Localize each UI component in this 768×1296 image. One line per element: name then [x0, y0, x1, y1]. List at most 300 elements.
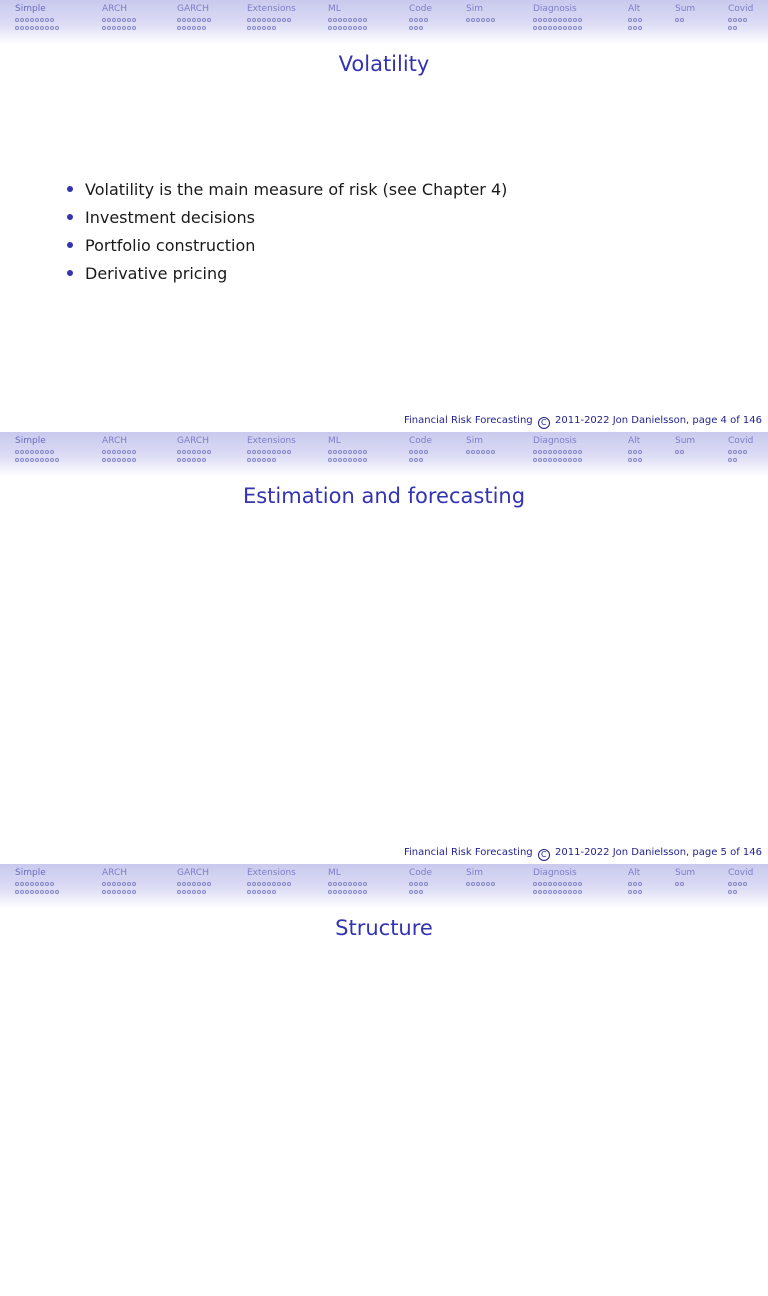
nav-frame-dot[interactable]	[282, 882, 286, 886]
nav-section-label[interactable]: Code	[409, 4, 433, 14]
nav-frame-dot[interactable]	[568, 890, 572, 894]
nav-frame-dot[interactable]	[333, 882, 337, 886]
nav-frame-dot[interactable]	[50, 890, 54, 894]
nav-frame-dot[interactable]	[262, 450, 266, 454]
nav-frame-dot[interactable]	[197, 26, 201, 30]
nav-frame-dot[interactable]	[409, 26, 413, 30]
nav-frame-dot[interactable]	[728, 18, 732, 22]
nav-frame-dot[interactable]	[117, 458, 121, 462]
nav-frame-dot[interactable]	[743, 18, 747, 22]
nav-frame-dot[interactable]	[102, 26, 106, 30]
nav-frame-dot[interactable]	[30, 458, 34, 462]
nav-frame-dot[interactable]	[207, 18, 211, 22]
nav-frame-dot[interactable]	[20, 450, 24, 454]
nav-frame-dot[interactable]	[358, 890, 362, 894]
nav-frame-dot[interactable]	[728, 450, 732, 454]
nav-frame-dot[interactable]	[363, 18, 367, 22]
nav-frame-dot[interactable]	[177, 26, 181, 30]
nav-frame-dot[interactable]	[192, 882, 196, 886]
nav-frame-dot[interactable]	[628, 450, 632, 454]
nav-frame-dot[interactable]	[353, 450, 357, 454]
nav-section-diagnosis[interactable]	[533, 868, 583, 895]
nav-frame-dot[interactable]	[568, 18, 572, 22]
nav-frame-dot[interactable]	[107, 450, 111, 454]
nav-frame-dot[interactable]	[102, 18, 106, 22]
nav-frame-dot[interactable]	[543, 26, 547, 30]
nav-frame-dot[interactable]	[107, 882, 111, 886]
nav-frame-dot[interactable]	[633, 450, 637, 454]
nav-frame-dot[interactable]	[680, 450, 684, 454]
nav-section-sim[interactable]	[466, 4, 496, 23]
nav-frame-dot[interactable]	[358, 882, 362, 886]
nav-frame-dot[interactable]	[25, 890, 29, 894]
nav-frame-dot[interactable]	[257, 450, 261, 454]
nav-frame-dot[interactable]	[738, 18, 742, 22]
nav-frame-dot[interactable]	[247, 882, 251, 886]
nav-frame-dot[interactable]	[733, 458, 737, 462]
nav-frame-dot[interactable]	[287, 882, 291, 886]
nav-frame-dot[interactable]	[628, 882, 632, 886]
nav-frame-dot[interactable]	[543, 458, 547, 462]
nav-frame-dot[interactable]	[568, 882, 572, 886]
nav-frame-dot[interactable]	[272, 890, 276, 894]
nav-section-label[interactable]: GARCH	[177, 436, 209, 446]
nav-frame-dot[interactable]	[122, 882, 126, 886]
nav-frame-dot[interactable]	[122, 890, 126, 894]
nav-frame-dot[interactable]	[102, 458, 106, 462]
nav-frame-dot[interactable]	[50, 450, 54, 454]
nav-frame-dot[interactable]	[353, 890, 357, 894]
nav-frame-dot[interactable]	[182, 18, 186, 22]
nav-frame-dot[interactable]	[333, 450, 337, 454]
nav-frame-dot[interactable]	[107, 26, 111, 30]
nav-frame-dot[interactable]	[262, 882, 266, 886]
nav-section-label[interactable]: Code	[409, 436, 433, 446]
nav-frame-dot[interactable]	[30, 26, 34, 30]
nav-section-alt[interactable]	[628, 436, 643, 463]
nav-section-label[interactable]: Diagnosis	[533, 4, 577, 14]
nav-frame-dot[interactable]	[628, 26, 632, 30]
nav-frame-dot[interactable]	[20, 882, 24, 886]
nav-frame-dot[interactable]	[633, 882, 637, 886]
nav-section-label[interactable]: Alt	[628, 868, 641, 878]
nav-section-sum[interactable]	[675, 868, 695, 887]
nav-section-label[interactable]: ML	[328, 868, 341, 878]
nav-frame-dot[interactable]	[481, 882, 485, 886]
nav-frame-dot[interactable]	[563, 882, 567, 886]
nav-frame-dot[interactable]	[20, 18, 24, 22]
nav-frame-dot[interactable]	[35, 18, 39, 22]
nav-frame-dot[interactable]	[50, 458, 54, 462]
nav-frame-dot[interactable]	[348, 26, 352, 30]
nav-frame-dot[interactable]	[471, 882, 475, 886]
nav-frame-dot[interactable]	[333, 890, 337, 894]
nav-section-extensions[interactable]	[247, 436, 296, 463]
nav-frame-dot[interactable]	[247, 458, 251, 462]
nav-frame-dot[interactable]	[247, 450, 251, 454]
nav-frame-dot[interactable]	[633, 26, 637, 30]
nav-frame-dot[interactable]	[177, 458, 181, 462]
nav-frame-dot[interactable]	[414, 458, 418, 462]
nav-frame-dot[interactable]	[533, 26, 537, 30]
nav-section-label[interactable]: ARCH	[102, 436, 128, 446]
nav-section-garch[interactable]	[177, 4, 212, 31]
nav-frame-dot[interactable]	[328, 458, 332, 462]
nav-frame-dot[interactable]	[548, 18, 552, 22]
nav-section-covid[interactable]	[728, 868, 753, 895]
nav-frame-dot[interactable]	[409, 882, 413, 886]
nav-frame-dot[interactable]	[40, 26, 44, 30]
nav-frame-dot[interactable]	[35, 26, 39, 30]
nav-frame-dot[interactable]	[728, 26, 732, 30]
nav-frame-dot[interactable]	[202, 882, 206, 886]
nav-frame-dot[interactable]	[40, 890, 44, 894]
nav-section-covid[interactable]	[728, 436, 753, 463]
nav-frame-dot[interactable]	[40, 450, 44, 454]
nav-frame-dot[interactable]	[543, 882, 547, 886]
nav-frame-dot[interactable]	[35, 458, 39, 462]
nav-frame-dot[interactable]	[257, 26, 261, 30]
nav-frame-dot[interactable]	[15, 890, 19, 894]
nav-frame-dot[interactable]	[127, 26, 131, 30]
nav-frame-dot[interactable]	[348, 18, 352, 22]
nav-frame-dot[interactable]	[127, 450, 131, 454]
nav-section-simple[interactable]	[15, 868, 60, 895]
nav-frame-dot[interactable]	[328, 882, 332, 886]
nav-frame-dot[interactable]	[568, 458, 572, 462]
nav-frame-dot[interactable]	[333, 458, 337, 462]
nav-frame-dot[interactable]	[409, 18, 413, 22]
nav-frame-dot[interactable]	[55, 890, 59, 894]
nav-frame-dot[interactable]	[338, 18, 342, 22]
nav-frame-dot[interactable]	[414, 882, 418, 886]
nav-frame-dot[interactable]	[55, 458, 59, 462]
nav-frame-dot[interactable]	[538, 18, 542, 22]
nav-frame-dot[interactable]	[419, 26, 423, 30]
nav-frame-dot[interactable]	[638, 890, 642, 894]
nav-section-arch[interactable]	[102, 436, 137, 463]
nav-frame-dot[interactable]	[558, 450, 562, 454]
nav-frame-dot[interactable]	[573, 882, 577, 886]
nav-frame-dot[interactable]	[267, 450, 271, 454]
nav-frame-dot[interactable]	[363, 458, 367, 462]
nav-frame-dot[interactable]	[177, 882, 181, 886]
nav-frame-dot[interactable]	[30, 18, 34, 22]
nav-frame-dot[interactable]	[202, 458, 206, 462]
nav-frame-dot[interactable]	[277, 18, 281, 22]
nav-frame-dot[interactable]	[45, 26, 49, 30]
nav-frame-dot[interactable]	[15, 26, 19, 30]
nav-frame-dot[interactable]	[338, 882, 342, 886]
nav-frame-dot[interactable]	[177, 18, 181, 22]
nav-frame-dot[interactable]	[728, 458, 732, 462]
nav-frame-dot[interactable]	[358, 458, 362, 462]
nav-frame-dot[interactable]	[15, 458, 19, 462]
nav-section-label[interactable]: Covid	[728, 436, 754, 446]
nav-frame-dot[interactable]	[127, 18, 131, 22]
nav-frame-dot[interactable]	[117, 26, 121, 30]
nav-frame-dot[interactable]	[112, 18, 116, 22]
nav-frame-dot[interactable]	[638, 26, 642, 30]
nav-frame-dot[interactable]	[282, 18, 286, 22]
nav-frame-dot[interactable]	[424, 18, 428, 22]
nav-frame-dot[interactable]	[578, 882, 582, 886]
nav-section-code[interactable]	[409, 868, 432, 895]
nav-frame-dot[interactable]	[573, 458, 577, 462]
nav-frame-dot[interactable]	[733, 26, 737, 30]
nav-frame-dot[interactable]	[419, 890, 423, 894]
nav-frame-dot[interactable]	[197, 458, 201, 462]
nav-frame-dot[interactable]	[338, 890, 342, 894]
nav-frame-dot[interactable]	[257, 882, 261, 886]
nav-frame-dot[interactable]	[272, 882, 276, 886]
nav-frame-dot[interactable]	[563, 26, 567, 30]
nav-frame-dot[interactable]	[202, 890, 206, 894]
nav-frame-dot[interactable]	[548, 458, 552, 462]
nav-frame-dot[interactable]	[538, 450, 542, 454]
nav-frame-dot[interactable]	[491, 18, 495, 22]
nav-section-label[interactable]: ARCH	[102, 868, 128, 878]
nav-frame-dot[interactable]	[409, 450, 413, 454]
nav-frame-dot[interactable]	[35, 890, 39, 894]
nav-frame-dot[interactable]	[272, 18, 276, 22]
nav-section-alt[interactable]	[628, 868, 643, 895]
nav-frame-dot[interactable]	[192, 450, 196, 454]
nav-frame-dot[interactable]	[733, 890, 737, 894]
nav-frame-dot[interactable]	[122, 450, 126, 454]
nav-frame-dot[interactable]	[558, 882, 562, 886]
nav-frame-dot[interactable]	[538, 26, 542, 30]
nav-frame-dot[interactable]	[728, 890, 732, 894]
nav-frame-dot[interactable]	[558, 458, 562, 462]
nav-section-label[interactable]: Simple	[15, 868, 46, 878]
nav-section-sum[interactable]	[675, 436, 695, 455]
nav-frame-dot[interactable]	[55, 26, 59, 30]
nav-frame-dot[interactable]	[122, 26, 126, 30]
nav-frame-dot[interactable]	[486, 882, 490, 886]
nav-frame-dot[interactable]	[486, 450, 490, 454]
nav-frame-dot[interactable]	[728, 882, 732, 886]
nav-frame-dot[interactable]	[247, 26, 251, 30]
nav-frame-dot[interactable]	[45, 890, 49, 894]
nav-frame-dot[interactable]	[553, 26, 557, 30]
nav-section-label[interactable]: Sum	[675, 436, 696, 446]
nav-frame-dot[interactable]	[548, 882, 552, 886]
nav-frame-dot[interactable]	[563, 450, 567, 454]
nav-frame-dot[interactable]	[486, 18, 490, 22]
nav-frame-dot[interactable]	[117, 882, 121, 886]
nav-frame-dot[interactable]	[127, 458, 131, 462]
nav-frame-dot[interactable]	[638, 450, 642, 454]
nav-frame-dot[interactable]	[252, 450, 256, 454]
nav-section-label[interactable]: Simple	[15, 436, 46, 446]
nav-frame-dot[interactable]	[338, 26, 342, 30]
nav-section-sum[interactable]	[675, 4, 695, 23]
nav-section-garch[interactable]	[177, 868, 212, 895]
nav-frame-dot[interactable]	[343, 450, 347, 454]
nav-frame-dot[interactable]	[25, 26, 29, 30]
nav-frame-dot[interactable]	[419, 458, 423, 462]
nav-section-garch[interactable]	[177, 436, 212, 463]
nav-frame-dot[interactable]	[20, 26, 24, 30]
nav-frame-dot[interactable]	[633, 458, 637, 462]
nav-frame-dot[interactable]	[182, 450, 186, 454]
nav-section-label[interactable]: Covid	[728, 868, 754, 878]
nav-frame-dot[interactable]	[414, 890, 418, 894]
nav-frame-dot[interactable]	[363, 890, 367, 894]
nav-frame-dot[interactable]	[414, 450, 418, 454]
nav-frame-dot[interactable]	[338, 458, 342, 462]
nav-frame-dot[interactable]	[112, 26, 116, 30]
nav-section-label[interactable]: Extensions	[247, 436, 296, 446]
nav-frame-dot[interactable]	[132, 18, 136, 22]
nav-frame-dot[interactable]	[558, 26, 562, 30]
nav-frame-dot[interactable]	[578, 26, 582, 30]
nav-frame-dot[interactable]	[548, 450, 552, 454]
nav-frame-dot[interactable]	[481, 450, 485, 454]
nav-frame-dot[interactable]	[628, 18, 632, 22]
nav-frame-dot[interactable]	[277, 882, 281, 886]
nav-frame-dot[interactable]	[568, 450, 572, 454]
nav-frame-dot[interactable]	[45, 450, 49, 454]
nav-frame-dot[interactable]	[358, 26, 362, 30]
nav-frame-dot[interactable]	[187, 450, 191, 454]
nav-frame-dot[interactable]	[50, 18, 54, 22]
nav-frame-dot[interactable]	[538, 458, 542, 462]
nav-frame-dot[interactable]	[197, 450, 201, 454]
nav-frame-dot[interactable]	[277, 450, 281, 454]
nav-frame-dot[interactable]	[132, 890, 136, 894]
nav-section-extensions[interactable]	[247, 868, 296, 895]
nav-frame-dot[interactable]	[15, 882, 19, 886]
nav-section-label[interactable]: ML	[328, 436, 341, 446]
nav-frame-dot[interactable]	[343, 890, 347, 894]
nav-frame-dot[interactable]	[127, 890, 131, 894]
nav-frame-dot[interactable]	[548, 26, 552, 30]
nav-frame-dot[interactable]	[491, 882, 495, 886]
nav-frame-dot[interactable]	[45, 458, 49, 462]
nav-frame-dot[interactable]	[343, 18, 347, 22]
nav-frame-dot[interactable]	[107, 18, 111, 22]
nav-frame-dot[interactable]	[363, 450, 367, 454]
nav-frame-dot[interactable]	[343, 26, 347, 30]
nav-frame-dot[interactable]	[15, 450, 19, 454]
nav-frame-dot[interactable]	[533, 450, 537, 454]
nav-frame-dot[interactable]	[187, 18, 191, 22]
nav-frame-dot[interactable]	[353, 18, 357, 22]
nav-section-label[interactable]: ML	[328, 4, 341, 14]
nav-frame-dot[interactable]	[252, 18, 256, 22]
nav-frame-dot[interactable]	[328, 450, 332, 454]
nav-frame-dot[interactable]	[543, 450, 547, 454]
nav-frame-dot[interactable]	[102, 882, 106, 886]
nav-section-simple[interactable]	[15, 436, 60, 463]
nav-section-ml[interactable]	[328, 868, 368, 895]
nav-section-ml[interactable]	[328, 4, 368, 31]
nav-frame-dot[interactable]	[481, 18, 485, 22]
nav-frame-dot[interactable]	[177, 890, 181, 894]
nav-frame-dot[interactable]	[107, 890, 111, 894]
nav-frame-dot[interactable]	[35, 882, 39, 886]
nav-frame-dot[interactable]	[733, 882, 737, 886]
nav-section-label[interactable]: Extensions	[247, 4, 296, 14]
nav-frame-dot[interactable]	[573, 26, 577, 30]
nav-frame-dot[interactable]	[578, 450, 582, 454]
nav-frame-dot[interactable]	[680, 882, 684, 886]
nav-frame-dot[interactable]	[202, 18, 206, 22]
nav-section-diagnosis[interactable]	[533, 436, 583, 463]
nav-frame-dot[interactable]	[287, 18, 291, 22]
nav-frame-dot[interactable]	[328, 890, 332, 894]
nav-frame-dot[interactable]	[257, 18, 261, 22]
nav-frame-dot[interactable]	[20, 458, 24, 462]
nav-frame-dot[interactable]	[633, 890, 637, 894]
nav-frame-dot[interactable]	[202, 450, 206, 454]
nav-section-diagnosis[interactable]	[533, 4, 583, 31]
nav-frame-dot[interactable]	[262, 890, 266, 894]
nav-frame-dot[interactable]	[414, 18, 418, 22]
nav-frame-dot[interactable]	[343, 458, 347, 462]
nav-section-sim[interactable]	[466, 868, 496, 887]
nav-frame-dot[interactable]	[30, 882, 34, 886]
nav-section-sim[interactable]	[466, 436, 496, 455]
nav-frame-dot[interactable]	[247, 18, 251, 22]
nav-frame-dot[interactable]	[353, 26, 357, 30]
nav-frame-dot[interactable]	[25, 882, 29, 886]
nav-frame-dot[interactable]	[568, 26, 572, 30]
nav-frame-dot[interactable]	[182, 26, 186, 30]
nav-frame-dot[interactable]	[252, 458, 256, 462]
nav-frame-dot[interactable]	[680, 18, 684, 22]
nav-frame-dot[interactable]	[112, 450, 116, 454]
nav-frame-dot[interactable]	[563, 890, 567, 894]
nav-section-label[interactable]: Diagnosis	[533, 436, 577, 446]
nav-frame-dot[interactable]	[25, 450, 29, 454]
nav-frame-dot[interactable]	[348, 882, 352, 886]
nav-frame-dot[interactable]	[247, 890, 251, 894]
nav-frame-dot[interactable]	[424, 882, 428, 886]
nav-frame-dot[interactable]	[628, 890, 632, 894]
nav-frame-dot[interactable]	[202, 26, 206, 30]
nav-frame-dot[interactable]	[338, 450, 342, 454]
nav-frame-dot[interactable]	[466, 882, 470, 886]
nav-frame-dot[interactable]	[267, 18, 271, 22]
nav-section-label[interactable]: ARCH	[102, 4, 128, 14]
nav-frame-dot[interactable]	[733, 450, 737, 454]
nav-frame-dot[interactable]	[548, 890, 552, 894]
nav-frame-dot[interactable]	[107, 458, 111, 462]
nav-frame-dot[interactable]	[409, 458, 413, 462]
nav-section-simple[interactable]	[15, 4, 60, 31]
nav-frame-dot[interactable]	[272, 458, 276, 462]
nav-frame-dot[interactable]	[132, 26, 136, 30]
nav-frame-dot[interactable]	[287, 450, 291, 454]
nav-frame-dot[interactable]	[182, 882, 186, 886]
nav-frame-dot[interactable]	[638, 458, 642, 462]
nav-section-label[interactable]: Covid	[728, 4, 754, 14]
nav-frame-dot[interactable]	[328, 26, 332, 30]
nav-frame-dot[interactable]	[262, 18, 266, 22]
nav-frame-dot[interactable]	[257, 458, 261, 462]
nav-frame-dot[interactable]	[343, 882, 347, 886]
nav-section-ml[interactable]	[328, 436, 368, 463]
nav-frame-dot[interactable]	[419, 450, 423, 454]
nav-frame-dot[interactable]	[476, 450, 480, 454]
nav-frame-dot[interactable]	[471, 450, 475, 454]
nav-frame-dot[interactable]	[466, 450, 470, 454]
nav-frame-dot[interactable]	[363, 26, 367, 30]
nav-frame-dot[interactable]	[257, 890, 261, 894]
